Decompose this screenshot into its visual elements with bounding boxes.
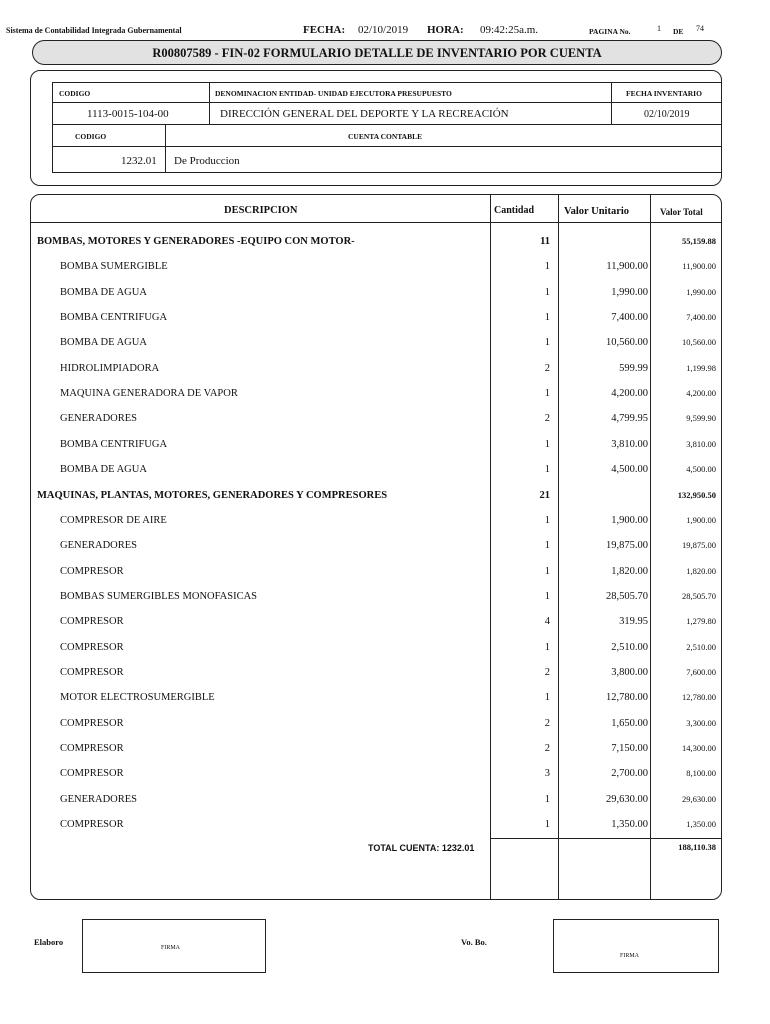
item-description: COMPRESOR	[60, 768, 124, 780]
item-description: BOMBA DE AGUA	[60, 337, 147, 349]
item-total-value: 19,875.00	[682, 540, 716, 551]
item-quantity: 3	[544, 768, 550, 780]
table-row	[0, 737, 770, 762]
item-total-value: 7,600.00	[686, 666, 716, 677]
firma-box-elaboro	[82, 919, 266, 973]
item-unit-value: 19,875.00	[606, 540, 648, 552]
item-total-value: 1,199.98	[686, 362, 716, 373]
item-quantity: 1	[544, 793, 550, 805]
item-quantity: 1	[544, 337, 550, 349]
table-row	[0, 788, 770, 813]
table-row	[0, 610, 770, 635]
item-unit-value: 2,700.00	[611, 768, 648, 780]
fecha-value: 02/10/2019	[358, 24, 409, 36]
item-total-value: 14,300.00	[682, 743, 716, 753]
item-total-value: 9,599.90	[686, 413, 716, 424]
item-total-value: 1,900.00	[686, 514, 716, 525]
item-quantity: 2	[544, 717, 550, 729]
item-unit-value: 2,510.00	[611, 641, 648, 653]
item-total-value: 12,780.00	[682, 692, 716, 703]
item-total-value: 7,400.00	[686, 312, 716, 323]
table-row	[0, 331, 770, 356]
item-description: COMPRESOR	[60, 616, 124, 628]
item-quantity: 1	[544, 286, 550, 298]
item-total-value: 1,350.00	[686, 819, 716, 830]
item-description: BOMBA DE AGUA	[60, 286, 147, 298]
item-quantity: 1	[544, 312, 550, 324]
item-description: COMPRESOR	[60, 666, 124, 678]
item-total-value: 4,500.00	[686, 464, 716, 475]
item-unit-value: 4,200.00	[611, 388, 648, 400]
table-row	[0, 534, 770, 559]
item-unit-value: 10,560.00	[606, 337, 648, 349]
item-unit-value: 29,630.00	[606, 793, 648, 805]
firma-box-vobo	[553, 919, 719, 973]
item-description: COMPRESOR	[60, 641, 124, 653]
table-row	[0, 762, 770, 787]
item-total-value: 1,820.00	[686, 565, 716, 576]
total-divider	[490, 838, 722, 839]
denominacion-label: DENOMINACION ENTIDAD- UNIDAD EJECUTORA PRESUPUESTO	[215, 89, 452, 98]
system-name: Sistema de Contabilidad Integrada Gubernamental	[6, 26, 182, 35]
item-unit-value: 319.95	[619, 616, 648, 628]
item-description: HIDROLIMPIADORA	[60, 362, 160, 374]
item-description: COMPRESOR	[60, 717, 124, 729]
item-description: GENERADORES	[60, 540, 138, 552]
item-unit-value: 1,650.00	[611, 717, 648, 729]
total-pages: 74	[696, 24, 704, 33]
item-unit-value: 7,150.00	[611, 743, 648, 754]
item-quantity: 1	[544, 464, 550, 476]
denominacion-value: DIRECCIÓN GENERAL DEL DEPORTE Y LA RECREACIÓN	[220, 108, 509, 120]
item-unit-value: 7,400.00	[611, 312, 648, 324]
item-unit-value: 12,780.00	[606, 692, 648, 704]
cuenta-label: CUENTA CONTABLE	[348, 132, 423, 141]
de-label: DE	[673, 27, 684, 36]
table-row	[0, 686, 770, 711]
item-quantity: 1	[544, 388, 550, 400]
item-description: BOMBA CENTRIFUGA	[60, 312, 168, 324]
table-row	[0, 661, 770, 686]
item-unit-value: 3,800.00	[611, 666, 648, 678]
firma-label-1: FIRMA	[161, 945, 181, 951]
fecha-label: FECHA:	[303, 24, 346, 36]
hora-label: HORA:	[427, 24, 464, 36]
codigo-value: 1113-0015-104-00	[87, 108, 169, 120]
table-row	[0, 585, 770, 610]
cuenta-header-cell	[165, 124, 722, 147]
item-description: BOMBAS SUMERGIBLES MONOFASICAS	[60, 590, 258, 602]
item-quantity: 1	[544, 692, 550, 704]
table-row	[0, 712, 770, 737]
table-row	[0, 636, 770, 661]
cuenta-nombre-cell	[165, 146, 722, 173]
table-row	[0, 255, 770, 280]
item-quantity: 2	[544, 743, 550, 754]
item-quantity: 1	[544, 261, 550, 273]
elaboro-label: Elaboro	[34, 937, 64, 947]
group-row	[0, 230, 770, 255]
report-title: R00807589 - FIN-02 FORMULARIO DETALLE DE INVENTARIO POR CUENTA	[32, 40, 722, 65]
item-quantity: 4	[544, 616, 550, 628]
item-unit-value: 3,810.00	[611, 438, 648, 450]
table-row	[0, 382, 770, 407]
table-row	[0, 458, 770, 483]
item-quantity: 2	[544, 362, 550, 374]
item-total-value: 4,200.00	[686, 388, 716, 399]
cuenta-nombre-value: De Produccion	[174, 155, 240, 167]
item-total-value: 3,810.00	[686, 438, 716, 449]
item-unit-value: 4,799.95	[611, 413, 648, 425]
col-header-descripcion: DESCRIPCION	[224, 205, 298, 216]
col-header-valor-total: Valor Total	[660, 207, 703, 217]
codigo-header-cell	[52, 82, 210, 103]
item-quantity: 1	[544, 641, 550, 653]
item-description: COMPRESOR	[60, 819, 124, 831]
item-unit-value: 599.99	[619, 362, 648, 374]
vobo-label: Vo. Bo.	[461, 937, 487, 947]
item-quantity: 1	[544, 565, 550, 577]
table-row	[0, 281, 770, 306]
item-total-value: 28,505.70	[682, 590, 716, 601]
pagina-label: PAGINA No.	[589, 27, 631, 36]
item-unit-value: 1,990.00	[611, 286, 648, 298]
item-quantity: 1	[544, 438, 550, 450]
group-description: MAQUINAS, PLANTAS, MOTORES, GENERADORES Y COMPRESORES	[37, 489, 388, 501]
item-description: COMPRESOR	[60, 565, 124, 577]
item-description: GENERADORES	[60, 793, 138, 805]
item-total-value: 1,990.00	[686, 286, 716, 297]
total-cuenta-label: TOTAL CUENTA: 1232.01	[368, 843, 475, 853]
item-description: COMPRESOR	[60, 743, 124, 754]
fecha-inventario-header-cell	[611, 82, 722, 103]
item-quantity: 1	[544, 590, 550, 602]
item-quantity: 2	[544, 413, 550, 425]
fecha-inventario-value-cell	[611, 102, 722, 125]
denominacion-value-cell	[209, 102, 612, 125]
item-quantity: 2	[544, 666, 550, 678]
table-row	[0, 509, 770, 534]
item-total-value: 3,300.00	[686, 717, 716, 728]
item-unit-value: 28,505.70	[606, 590, 648, 602]
item-total-value: 11,900.00	[682, 261, 716, 272]
item-total-value: 29,630.00	[682, 793, 716, 804]
table-row	[0, 813, 770, 838]
codigo2-header-cell	[52, 124, 166, 147]
cuenta-codigo-cell	[52, 146, 166, 173]
item-total-value: 2,510.00	[686, 641, 716, 652]
item-quantity: 1	[544, 514, 550, 526]
item-total-value: 8,100.00	[686, 768, 716, 779]
codigo-value-cell	[52, 102, 210, 125]
item-unit-value: 1,350.00	[611, 819, 648, 831]
table-row	[0, 433, 770, 458]
table-row	[0, 357, 770, 382]
group-total: 132,950.50	[677, 489, 716, 500]
table-row	[0, 306, 770, 331]
item-quantity: 1	[544, 819, 550, 831]
codigo-label: CODIGO	[59, 89, 91, 98]
group-description: BOMBAS, MOTORES Y GENERADORES -EQUIPO CON MOTOR-	[37, 236, 355, 247]
fecha-inventario-label: FECHA INVENTARIO	[626, 89, 702, 98]
item-description: BOMBA DE AGUA	[60, 464, 147, 476]
table-row	[0, 407, 770, 432]
codigo2-label: CODIGO	[75, 132, 107, 141]
item-description: COMPRESOR DE AIRE	[60, 514, 167, 526]
item-description: GENERADORES	[60, 413, 138, 425]
table-row	[0, 560, 770, 585]
group-row	[0, 484, 770, 509]
cuenta-codigo-value: 1232.01	[121, 155, 157, 167]
denominacion-header-cell	[209, 82, 612, 103]
item-quantity: 1	[544, 540, 550, 552]
col-header-cantidad: Cantidad	[494, 205, 535, 216]
item-unit-value: 4,500.00	[611, 464, 648, 476]
item-description: BOMBA CENTRIFUGA	[60, 438, 168, 450]
item-total-value: 1,279.80	[686, 616, 716, 627]
item-description: MAQUINA GENERADORA DE VAPOR	[60, 388, 238, 400]
fecha-inventario-value: 02/10/2019	[644, 109, 690, 120]
hora-value: 09:42:25a.m.	[480, 24, 539, 36]
total-cuenta-value: 188,110.38	[678, 842, 716, 852]
table-header-divider	[30, 222, 722, 223]
item-unit-value: 1,820.00	[611, 565, 648, 577]
firma-label-2: FIRMA	[620, 953, 640, 959]
group-quantity: 21	[539, 489, 550, 501]
pagina-value: 1	[657, 24, 661, 33]
col-header-valor-unitario: Valor Unitario	[564, 206, 630, 217]
item-unit-value: 1,900.00	[611, 514, 648, 526]
item-description: BOMBA SUMERGIBLE	[60, 261, 168, 273]
item-description: MOTOR ELECTROSUMERGIBLE	[60, 692, 215, 704]
group-total: 55,159.88	[682, 236, 716, 246]
item-total-value: 10,560.00	[682, 337, 716, 348]
group-quantity: 11	[540, 236, 550, 247]
item-unit-value: 11,900.00	[606, 261, 648, 273]
